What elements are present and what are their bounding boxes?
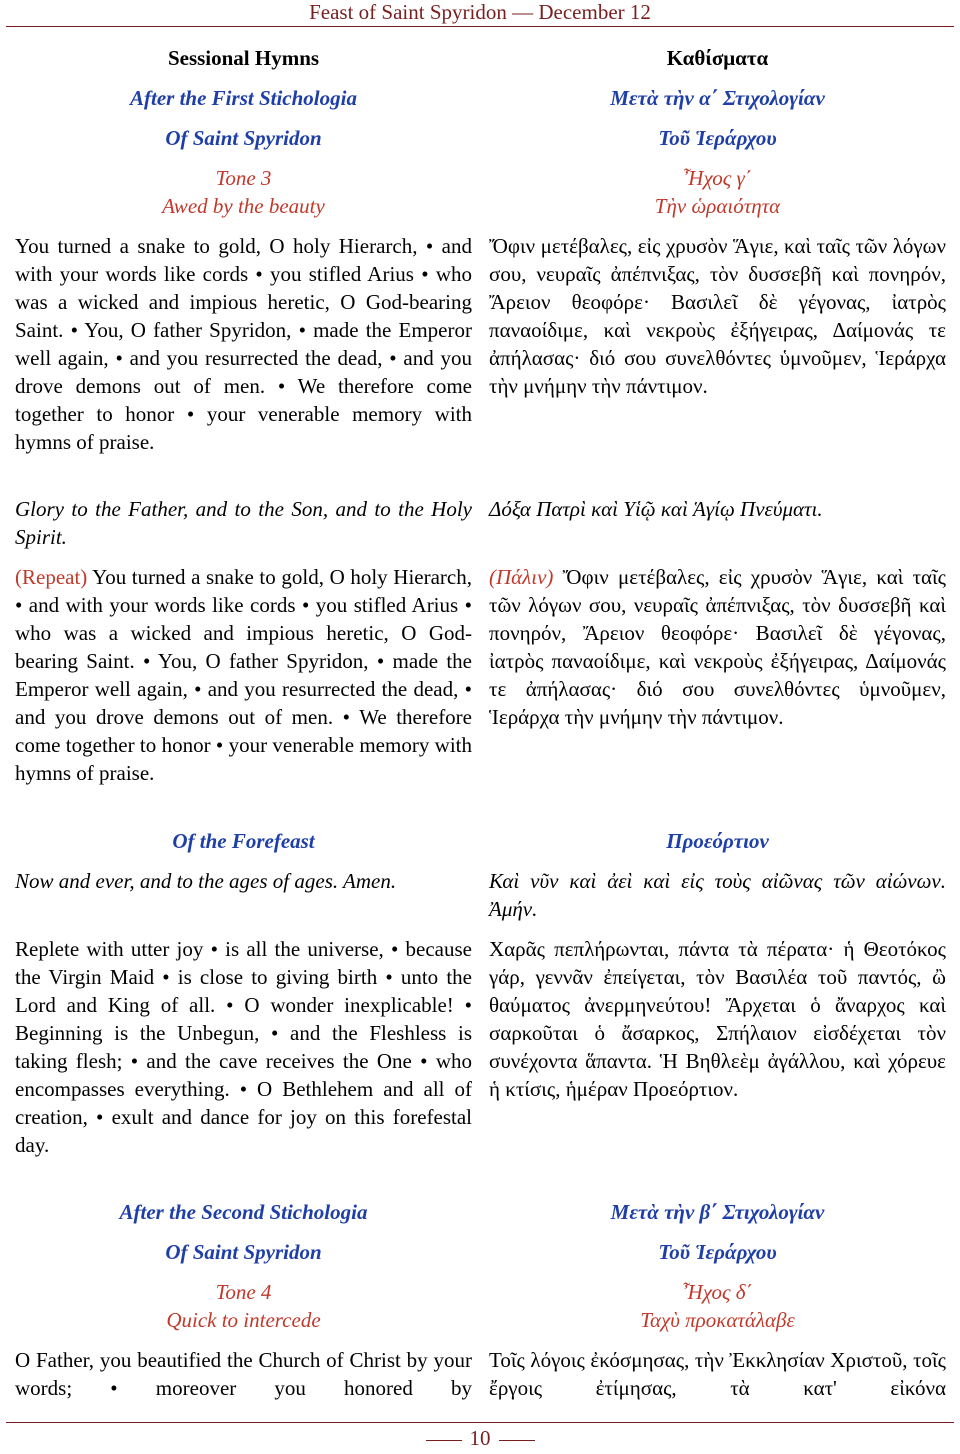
hymn-1-text: You turned a snake to gold, O holy Hierarch, • and with your words like cords • you stifled Arius • who was a wicked and impious heretic, O God-bearing Saint. • You, O father Spyridon, • made the Emperor well again, • and you resurrected the dead, • and you drove demons out of men. • We therefore come together to honor • your venerable memory with hymns of praise. xyxy=(15,234,472,454)
hymn-1-repeat xyxy=(15,563,472,787)
hymn-2-text: O Father, you beautified the Church of Christ by your words; • moreover you honored by xyxy=(15,1348,472,1400)
kathismata-heading: Καθίσματα xyxy=(666,46,769,70)
greek-hymn-1-repeat-text: Ὄφιν μετέβαλες, εἰς χρυσὸν Ἅγιε, καὶ ταῖς τῶν λόγων σου, νευραῖς ἀπέπνιξας, τὸν δυσσεβῆ καὶ πονηρόν, Ἄρειον θεοφόρε· Βασιλεῖ δὲ γέγονας, ἰατρὸς παναοίδιμε, καὶ νεκροὺς ἐξήγειρας, Δαίμονάς τε ἀπήλασας· διό σου συνελθόντες ὑμνοῦμεν, Ἱεράρχα τὴν μνήμην τὴν πάντιμον. xyxy=(489,565,946,729)
sessional-hymns-heading: Sessional Hymns xyxy=(167,46,320,70)
greek-tone-1: Ἦχος γ΄ xyxy=(683,166,752,190)
page-number: 10 xyxy=(469,1426,491,1450)
of-the-forefeast: Of the Forefeast xyxy=(172,829,315,853)
greek-hymn-2-text: Τοῖς λόγοις ἐκόσμησας, τὴν Ἐκκλησίαν Χριστοῦ, τοῖς ἔργοις ἐτίμησας, τὰ κατ' εἰκόνα xyxy=(489,1348,946,1400)
greek-of-saint-1: Τοῦ Ἱεράρχου xyxy=(658,126,777,150)
greek-now-and-ever: Καὶ νῦν καὶ ἀεὶ καὶ εἰς τοὺς αἰῶνας τῶν αἰώνων. Ἀμήν. xyxy=(489,869,946,921)
repeat-label: (Repeat) xyxy=(15,565,88,589)
of-saint-spyridon-1: Of Saint Spyridon xyxy=(165,126,322,150)
greek-tone-2: Ἦχος δ΄ xyxy=(682,1280,753,1304)
greek-glory: Δόξα Πατρὶ καὶ Υἱῷ καὶ Ἁγίῳ Πνεύματι. xyxy=(489,497,823,521)
after-first-stichologia: After the First Stichologia xyxy=(130,86,357,110)
melody-quick-to-intercede: Quick to intercede xyxy=(166,1308,321,1332)
tone-3-label: Tone 3 xyxy=(215,166,272,190)
greek-repeat-label: (Πάλιν) xyxy=(489,565,554,589)
glory-doxology: Glory to the Father, and to the Son, and to the Holy Spirit. xyxy=(15,497,472,549)
forefeast-hymn-text: Replete with utter joy • is all the universe, • because the Virgin Maid • is close to giving birth • unto the Lord and King of all. • O wonder inexplicable! • Beginning is the Unbegun, • and the Fleshless is taking flesh; • and the cave receives the One • who encompasses everything. • O Bethlehem and all of creation, • exult and dance for joy on this forefestal day. xyxy=(15,937,472,1157)
greek-forefeast-hymn-text: Χαρᾶς πεπλήρωνται, πάντα τὰ πέρατα· ἡ Θεοτόκος γάρ, γεννᾶν ἐπείγεται, τὸν Βασιλέα τοῦ παντός, ὢ θαύματος ἀνερμηνεύτου! Ἄρχεται ὁ ἄναρχος καὶ σαρκοῦται ὁ ἄσαρκος, Σπήλαιον εἰσδέχεται τὸν συνέχοντα ἅπαντα. Ἡ Βηθλεὲμ ἀγάλλου, καὶ χόρευε ἡ κτίσις, ἡμέραν Προεόρτιον. xyxy=(489,937,946,1101)
after-second-stichologia: After the Second Stichologia xyxy=(119,1200,368,1224)
greek-hymn-1-text: Ὄφιν μετέβαλες, εἰς χρυσὸν Ἅγιε, καὶ ταῖς τῶν λόγων σου, νευραῖς ἀπέπνιξας, τὸν δυσσεβῆ καὶ πονηρόν, Ἄρειον θεοφόρε· Βασιλεῖ δὲ γέγονας, ἰατρὸς παναοίδιμε, καὶ νεκροὺς ἐξήγειρας, Δαίμονάς τε ἀπήλασας· διό σου συνελθόντες ὑμνοῦμεν, Ἱεράρχα τὴν μνήμην τὴν πάντιμον. xyxy=(489,234,946,398)
greek-of-saint-2: Τοῦ Ἱεράρχου xyxy=(658,1240,777,1264)
greek-after-first: Μετὰ τὴν α΄ Στιχολογίαν xyxy=(610,86,825,110)
now-and-ever: Now and ever, and to the ages of ages. Amen. xyxy=(15,869,397,893)
greek-after-second: Μετὰ τὴν β΄ Στιχολογίαν xyxy=(610,1200,825,1224)
tone-4-label: Tone 4 xyxy=(215,1280,272,1304)
page-header: Feast of Saint Spyridon — December 12 xyxy=(309,0,651,24)
of-saint-spyridon-2: Of Saint Spyridon xyxy=(165,1240,322,1264)
header-rule xyxy=(6,26,954,27)
footer-dash-right xyxy=(499,1440,535,1441)
footer-rule xyxy=(6,1422,954,1423)
page-footer xyxy=(0,1426,960,1450)
melody-awed-by-the-beauty: Awed by the beauty xyxy=(162,194,325,218)
footer-dash-left xyxy=(426,1440,462,1441)
hymn-1-repeat-text: You turned a snake to gold, O holy Hierarch, • and with your words like cords • you stifled Arius • who was a wicked and impious heretic, O God-bearing Saint. • You, O father Spyridon, • made the Emperor well again, • and you resurrected the dead, • and you drove demons out of men. • We therefore come together to honor • your venerable memory with hymns of praise. xyxy=(15,565,472,785)
greek-hymn-1-repeat xyxy=(489,563,946,731)
greek-of-forefeast: Προεόρτιον xyxy=(666,829,769,853)
greek-melody-1: Τὴν ὡραιότητα xyxy=(654,194,781,218)
greek-melody-2: Ταχὺ προκατάλαβε xyxy=(640,1308,795,1332)
